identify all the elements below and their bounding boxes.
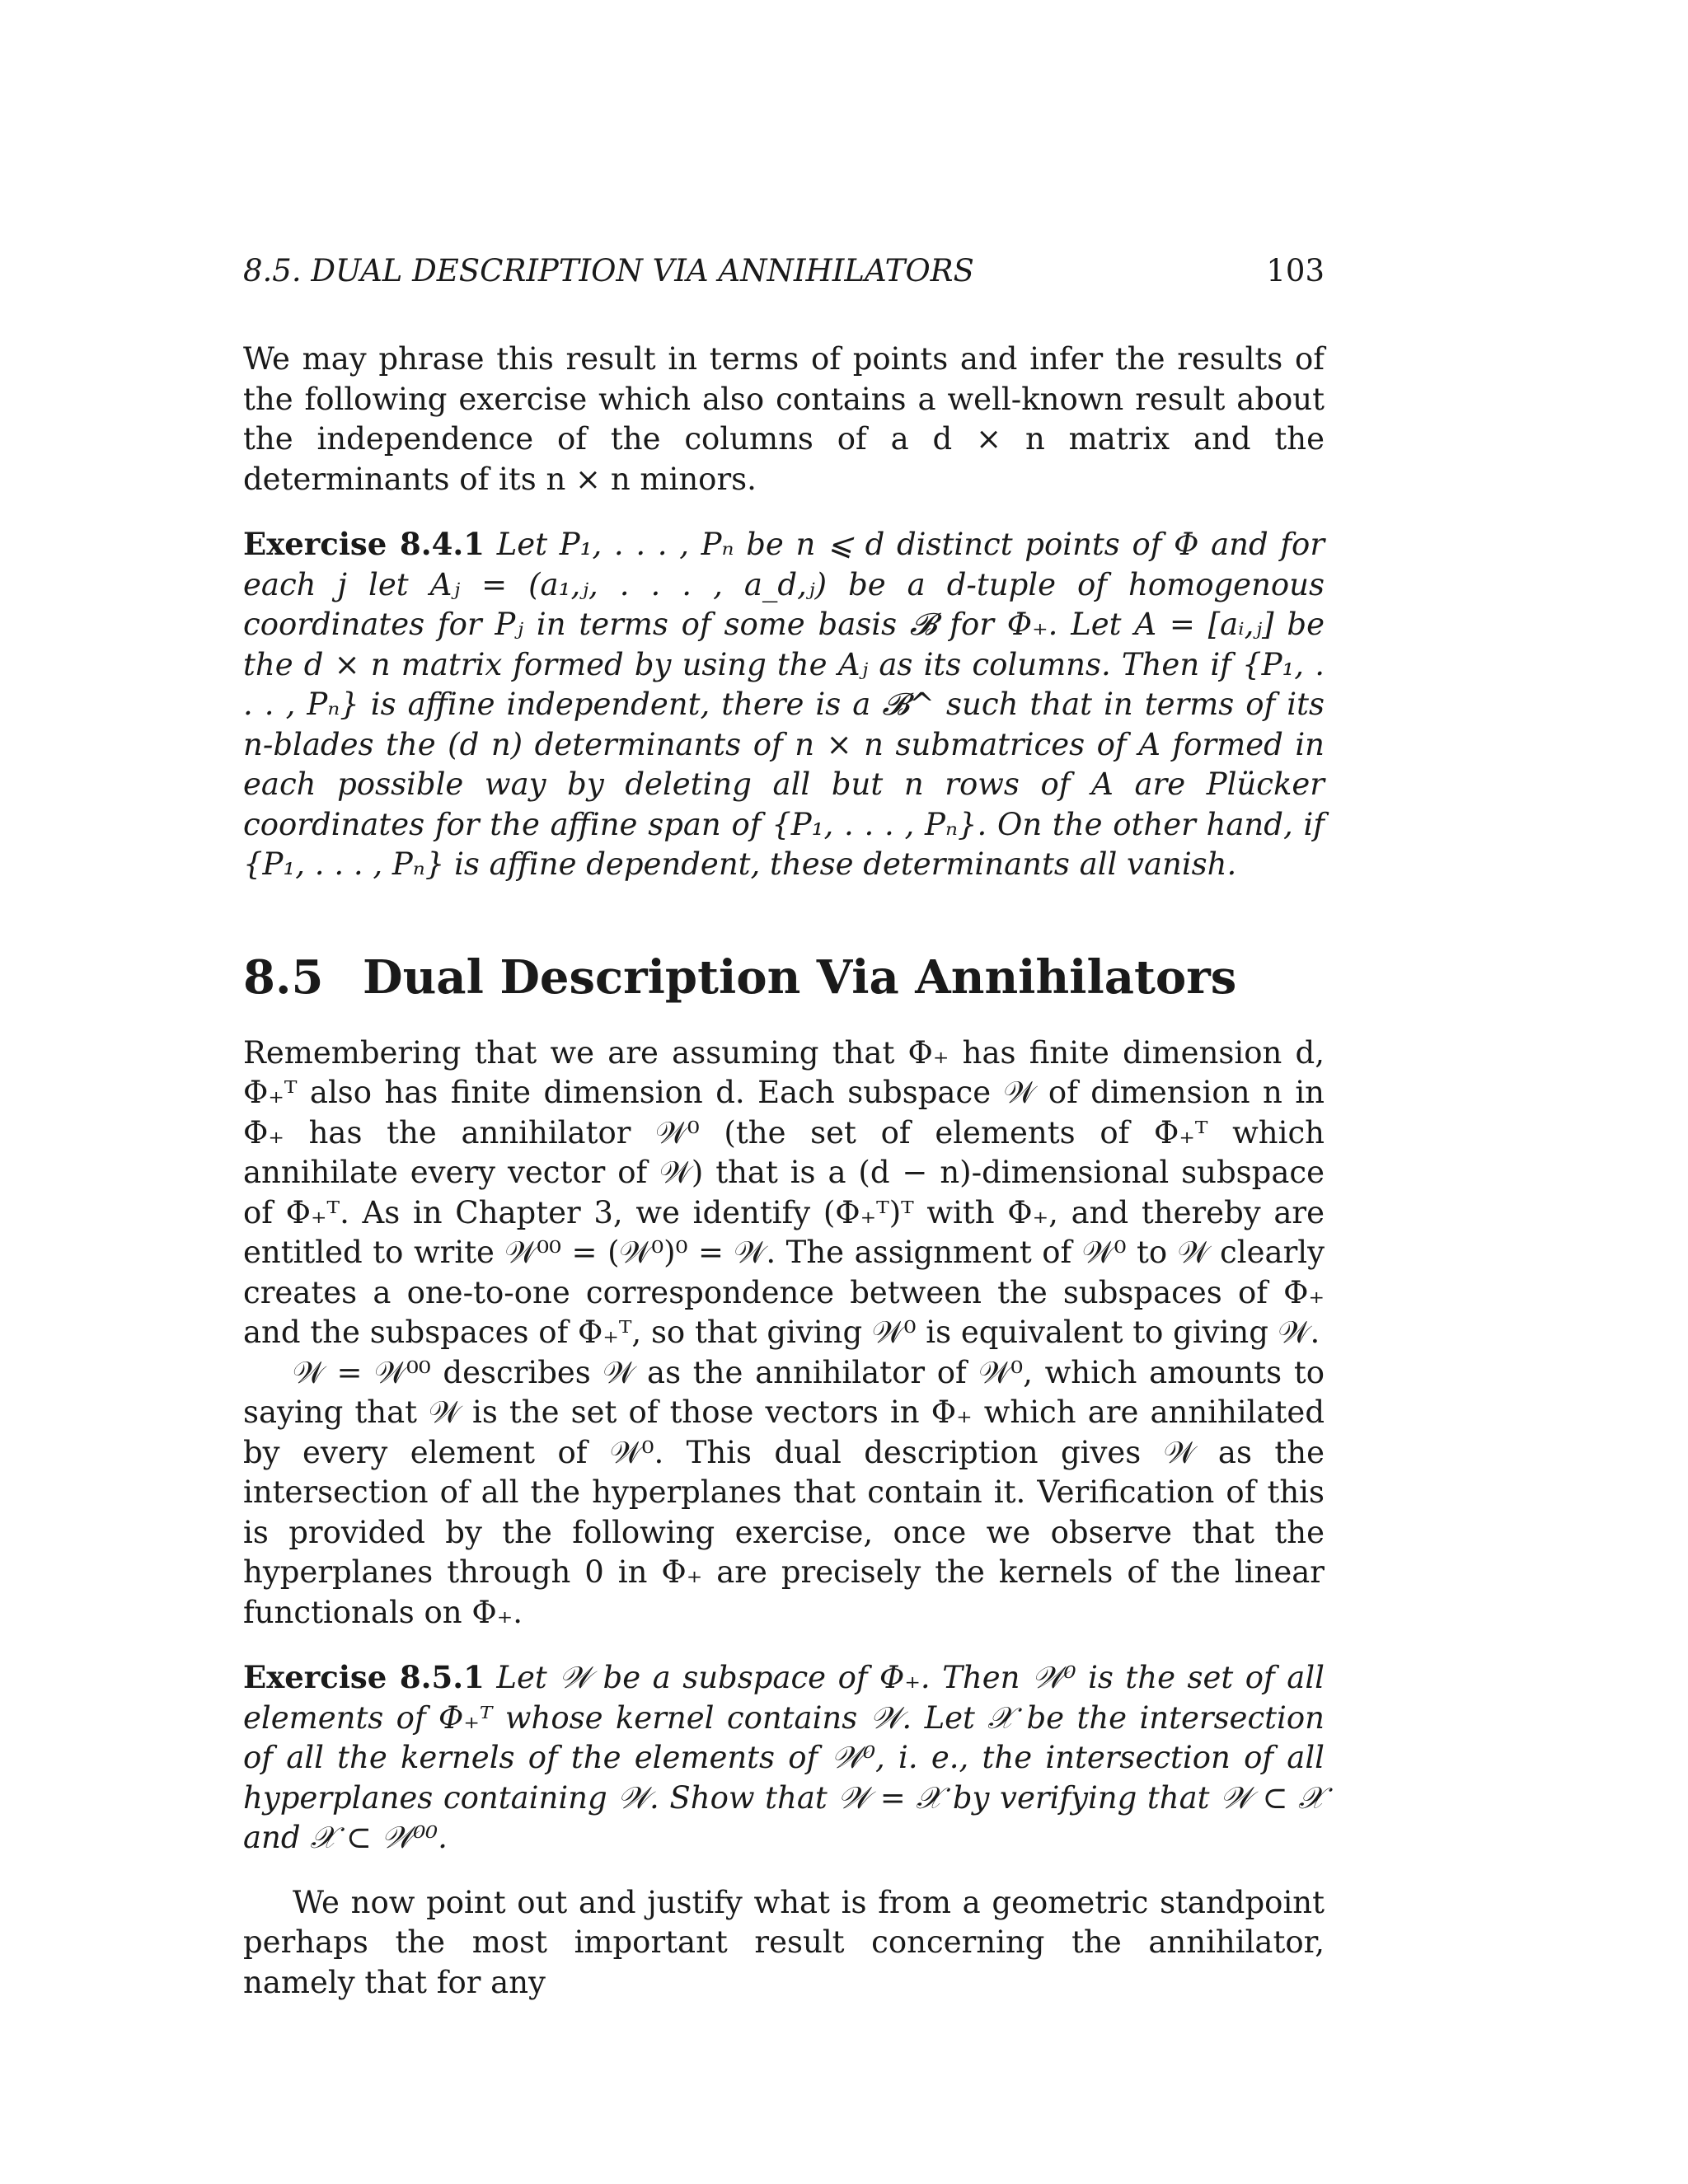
exercise-text: Let P₁, . . . , Pₙ be n ⩽ d distinct points of Φ and for each j let Aⱼ = (a₁,ⱼ, . . . , a_d,ⱼ) be a d-tuple of homogenous coordinates for Pⱼ in terms of some basis 𝓑 for Φ₊. Let A = [aᵢ,ⱼ] be the d × n matrix formed by using the Aⱼ as its columns. Then if {P₁, . . . , Pₙ} is affine independent, there is a 𝓑^ such that in terms of its n-blades the (d n) determinants of n × n submatrices of A formed in each possible way by deleting all but n rows of A are Plücker coordinates for the affine span of {P₁, . . . , Pₙ}. On the other hand, if {P₁, . . . , Pₙ} is affine dependent, these determinants all vanish. xyxy=(243,527,1325,882)
spacer xyxy=(243,1858,1325,1883)
section-number: 8.5 xyxy=(243,949,324,1005)
running-header xyxy=(243,251,1325,291)
paragraph-annihilator-definition: Remembering that we are assuming that Φ₊ has finite dimension d, Φ₊ᵀ also has finite dimension d. Each subspace 𝒲 of dimension n in Φ₊ has the annihilator 𝒲⁰ (the set of elements of Φ₊ᵀ which annihilate every vector of 𝒲) that is a (d − n)-dimensional subspace of Φ₊ᵀ. As in Chapter 3, we identify (Φ₊ᵀ)ᵀ with Φ₊, and thereby are entitled to write 𝒲⁰⁰ = (𝒲⁰)⁰ = 𝒲. The assignment of 𝒲⁰ to 𝒲 clearly creates a one-to-one correspondence between the subspaces of Φ₊ and the subspaces of Φ₊ᵀ, so that giving 𝒲⁰ is equivalent to giving 𝒲. xyxy=(243,1034,1325,1350)
paragraph-dual-description: 𝒲 = 𝒲⁰⁰ describes 𝒲 as the annihilator of 𝒲⁰, which amounts to saying that 𝒲 is the set of those vectors in Φ₊ which are annihilated by every element of 𝒲⁰. This dual description gives 𝒲 as the intersection of all the hyperplanes that contain it. Verification of this is provided by the following exercise, once we observe that the hyperplanes through 0 in Φ₊ are precisely the kernels of the linear functionals on Φ₊. xyxy=(243,1354,1325,1630)
section-title: Dual Description Via Annihilators xyxy=(363,949,1237,1005)
page-number: 103 xyxy=(1266,253,1325,288)
paragraph-geometric-result: We now point out and justify what is from a geometric standpoint perhaps the most important result concerning the annihilator, namely that for any xyxy=(243,1884,1325,2000)
exercise-text: Let 𝒲 be a subspace of Φ₊. Then 𝒲⁰ is the set of all elements of Φ₊ᵀ whose kernel contains 𝒲. Let 𝒳 be the intersection of all the kernels of the elements of 𝒲⁰, i. e., the intersection of all hyperplanes containing 𝒲. Show that 𝒲 = 𝒳 by verifying that 𝒲 ⊂ 𝒳 and 𝒳 ⊂ 𝒲⁰⁰. xyxy=(243,1660,1325,1855)
exercise-label: Exercise 8.4.1 xyxy=(243,526,485,562)
section-heading xyxy=(243,949,1325,1005)
page-body xyxy=(243,340,1325,2003)
exercise-8-5-1 xyxy=(243,1657,1325,1858)
exercise-label: Exercise 8.5.1 xyxy=(243,1659,485,1695)
intro-paragraph: We may phrase this result in terms of points and infer the results of the following exercise which also contains a well-known result about the independence of the columns of a d × n matrix and the determinants of its n × n minors. xyxy=(243,341,1325,497)
exercise-8-4-1 xyxy=(243,524,1325,885)
running-title: 8.5. DUAL DESCRIPTION VIA ANNIHILATORS xyxy=(243,253,974,288)
